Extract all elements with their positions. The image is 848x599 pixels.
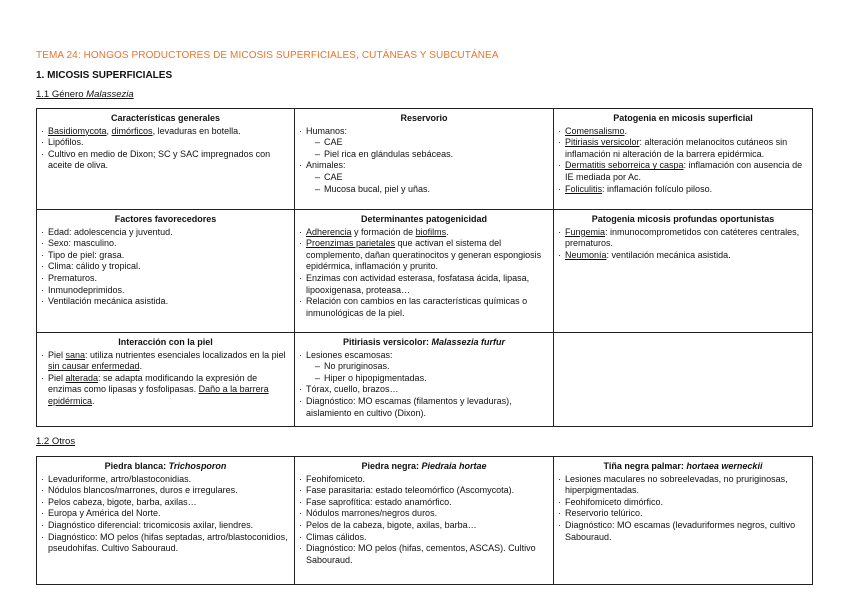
heading-species: Malassezia furfur <box>431 337 506 347</box>
subsection-heading-otros: 1.2 Otros <box>36 436 76 447</box>
list-item: · Diagnóstico: MO pelos (hifas septadas, artro/blastoconidios, pseudohifas. Cultivo Sabouraud. <box>41 532 290 555</box>
underlined-term: Proenzimas parietales <box>306 238 396 249</box>
list-item: · Climas cálidos. <box>299 532 549 544</box>
text: , levaduras en botella. <box>152 125 241 136</box>
list-item: · Enzimas con actividad esterasa, fosfatasa ácida, lipasa, lipooxigenasa, proteasa… <box>299 273 549 296</box>
underlined-term: Fungemia <box>565 226 606 237</box>
list-item <box>41 126 290 138</box>
list-item: · Fase parasitaria: estado teleomórfico (Ascomycota). <box>299 485 549 497</box>
text: : inflamación folículo piloso. <box>602 183 713 194</box>
cell-factores <box>37 210 295 333</box>
cell-heading: Determinantes patogenicidad <box>360 214 488 224</box>
cell-determinantes <box>295 210 554 333</box>
cell-profundas <box>554 210 813 333</box>
list-item: · Feohifomiceto. <box>299 474 549 486</box>
list-item: · Tipo de piel: grasa. <box>41 250 290 262</box>
cell-heading: Patogenia micosis profundas oportunistas <box>591 214 775 224</box>
underlined-term: Daño a la barrera epidérmica <box>48 384 269 406</box>
list-item <box>41 350 290 373</box>
text: . <box>624 125 628 136</box>
text: Lesiones escamosas: <box>306 349 393 360</box>
list-item: · Cultivo en medio de Dixon; SC y SAC impregnados con aceite de oliva. <box>41 149 290 172</box>
underlined-term: alterada <box>65 372 99 383</box>
list-item: · Nódulos marrones/negros duros. <box>299 508 549 520</box>
text: : utiliza nutrientes esenciales localizados en la piel <box>85 349 286 360</box>
list-item: · Ventilación mecánica asistida. <box>41 296 290 308</box>
heading-species: Trichosporon <box>168 461 227 471</box>
text: . <box>92 395 95 406</box>
cell-heading <box>41 461 290 473</box>
text: . <box>139 361 143 372</box>
table-row <box>37 210 813 333</box>
list-item <box>558 227 808 250</box>
heading-text: Piedra negra: <box>361 461 422 471</box>
list-item: · Feohifomiceto dimórfico. <box>558 497 808 509</box>
cell-piedra-blanca <box>37 457 295 585</box>
cell-piedra-negra <box>295 457 554 585</box>
heading-text: Pitiriasis versicolor: <box>342 337 432 347</box>
list-item: · Diagnóstico: MO escamas (levaduriformes negros, cultivo Sabouraud. <box>558 520 808 543</box>
subsection-prefix: 1.1 Género <box>36 89 87 100</box>
dash-item: – CAE <box>315 172 549 184</box>
underlined-term: Foliculitis <box>565 183 603 194</box>
list-item: · Clima: cálido y tropical. <box>41 261 290 273</box>
list-item: · Edad: adolescencia y juventud. <box>41 227 290 239</box>
list-item: · Pelos de la cabeza, bigote, axilas, barba… <box>299 520 549 532</box>
text: : inflamación con ausencia de IE mediada por Ac. <box>565 160 803 182</box>
underlined-term: Comensalismo <box>565 125 625 136</box>
underlined-term: dimórficos <box>111 125 153 136</box>
table-row <box>37 457 813 585</box>
list-item: · Diagnóstico: MO escamas (filamentos y levaduras), aislamiento en cultivo (Dixon). <box>299 396 549 419</box>
list-item <box>558 126 808 138</box>
list-item <box>299 350 549 385</box>
text: Piel <box>48 349 66 360</box>
cell-pitiriasis <box>295 333 554 427</box>
underlined-term: Basidiomycota <box>48 125 107 136</box>
cell-heading <box>299 337 549 349</box>
list-item <box>299 160 549 195</box>
cell-heading: Reservorio <box>400 113 448 123</box>
list-item <box>299 126 549 161</box>
text: : inmunocomprometidos con catéteres centrales, prematuros. <box>565 226 800 249</box>
list-item <box>558 184 808 196</box>
underlined-term: sana <box>65 349 86 360</box>
cell-heading: Características generales <box>110 113 221 123</box>
underlined-term: Adherencia <box>306 226 352 237</box>
underlined-term: sin causar enfermedad <box>48 361 140 372</box>
text: : ventilación mecánica asistida. <box>606 249 731 260</box>
list-item: · Diagnóstico diferencial: tricomicosis axilar, liendres. <box>41 520 290 532</box>
text: , <box>106 125 112 136</box>
subsection-genus: Malassezia <box>86 89 134 100</box>
list-item: · Europa y América del Norte. <box>41 508 290 520</box>
underlined-term: Pitiriasis versicolor <box>565 137 640 148</box>
list-item: · Inmunodeprimidos. <box>41 285 290 297</box>
text: : alteración melanocitos cutáneos sin inflamación ni alteración de la barrera epidérmica. <box>565 137 788 159</box>
list-item: · Tórax, cuello, brazos… <box>299 384 549 396</box>
subsection-heading-malassezia <box>36 89 134 100</box>
list-item: · Reservorio telúrico. <box>558 508 808 520</box>
list-item <box>41 373 290 408</box>
dash-item: – Piel rica en glándulas sebáceas. <box>315 149 549 161</box>
cell-heading: Factores favorecedores <box>114 214 217 224</box>
list-item <box>558 160 808 183</box>
list-item <box>299 227 549 239</box>
cell-tina-negra <box>554 457 813 585</box>
heading-species: hortaea werneckii <box>686 461 763 471</box>
cell-heading <box>299 461 549 473</box>
list-item: · Fase saprofítica: estado anamórfico. <box>299 497 549 509</box>
underlined-term: biofilms <box>415 226 447 237</box>
document-title: TEMA 24: HONGOS PRODUCTORES DE MICOSIS SUPERFICIALES, CUTÁNEAS Y SUBCUTÁNEA <box>36 50 499 61</box>
underlined-term: Dermatitis seborreica y caspa <box>565 160 684 171</box>
list-item: · Relación con cambios en las características químicas o inmunológicas de la piel. <box>299 296 549 319</box>
underlined-term: Neumonía <box>565 249 607 260</box>
list-item <box>558 137 808 160</box>
list-item: · Nódulos blancos/marrones, duros e irregulares. <box>41 485 290 497</box>
text: que activan el sistema del complemento, dañan queratinocitos y generan espongiosis epidérmica, inflamación y prurito. <box>306 238 542 272</box>
cell-heading <box>558 461 808 473</box>
dash-item: – CAE <box>315 137 549 149</box>
list-item <box>299 238 549 273</box>
list-item: · Diagnóstico: MO pelos (hifas, cementos, ASCAS). Cultivo Sabouraud. <box>299 543 549 566</box>
heading-species: Piedraia hortae <box>421 461 487 471</box>
text: Humanos: <box>306 125 348 136</box>
cell-empty <box>554 333 813 427</box>
cell-patogenia <box>554 109 813 210</box>
heading-text: Piedra blanca: <box>104 461 169 471</box>
text: Animales: <box>306 160 346 171</box>
dash-item: – Hiper o hipopigmentadas. <box>315 373 549 385</box>
text: y formación de <box>351 226 416 237</box>
list-item: · Sexo: masculino. <box>41 238 290 250</box>
cell-reservorio <box>295 109 554 210</box>
list-item: · Lesiones maculares no sobreelevadas, no pruriginosas, hiperpigmentadas. <box>558 474 808 497</box>
cell-interaccion <box>37 333 295 427</box>
list-item: · Prematuros. <box>41 273 290 285</box>
list-item: · Lipófilos. <box>41 137 290 149</box>
text: . <box>446 226 449 237</box>
malassezia-table <box>36 108 813 427</box>
text: Piel <box>48 372 66 383</box>
cell-caracteristicas <box>37 109 295 210</box>
table-row <box>37 109 813 210</box>
dash-item: – Mucosa bucal, piel y uñas. <box>315 184 549 196</box>
cell-heading: Interacción con la piel <box>118 337 213 347</box>
cell-heading: Patogenia en micosis superficial <box>613 113 753 123</box>
dash-item: – No pruriginosas. <box>315 361 549 373</box>
text: : se adapta modificando la expresión de enzimas como lipasas y fosfolipasas. <box>48 372 258 395</box>
list-item <box>558 250 808 262</box>
heading-text: Tiña negra palmar: <box>603 461 687 471</box>
list-item: · Pelos cabeza, bigote, barba, axilas… <box>41 497 290 509</box>
list-item: · Levaduriforme, artro/blastoconidias. <box>41 474 290 486</box>
otros-table <box>36 456 813 585</box>
table-row <box>37 333 813 427</box>
section-heading: 1. MICOSIS SUPERFICIALES <box>36 70 173 81</box>
